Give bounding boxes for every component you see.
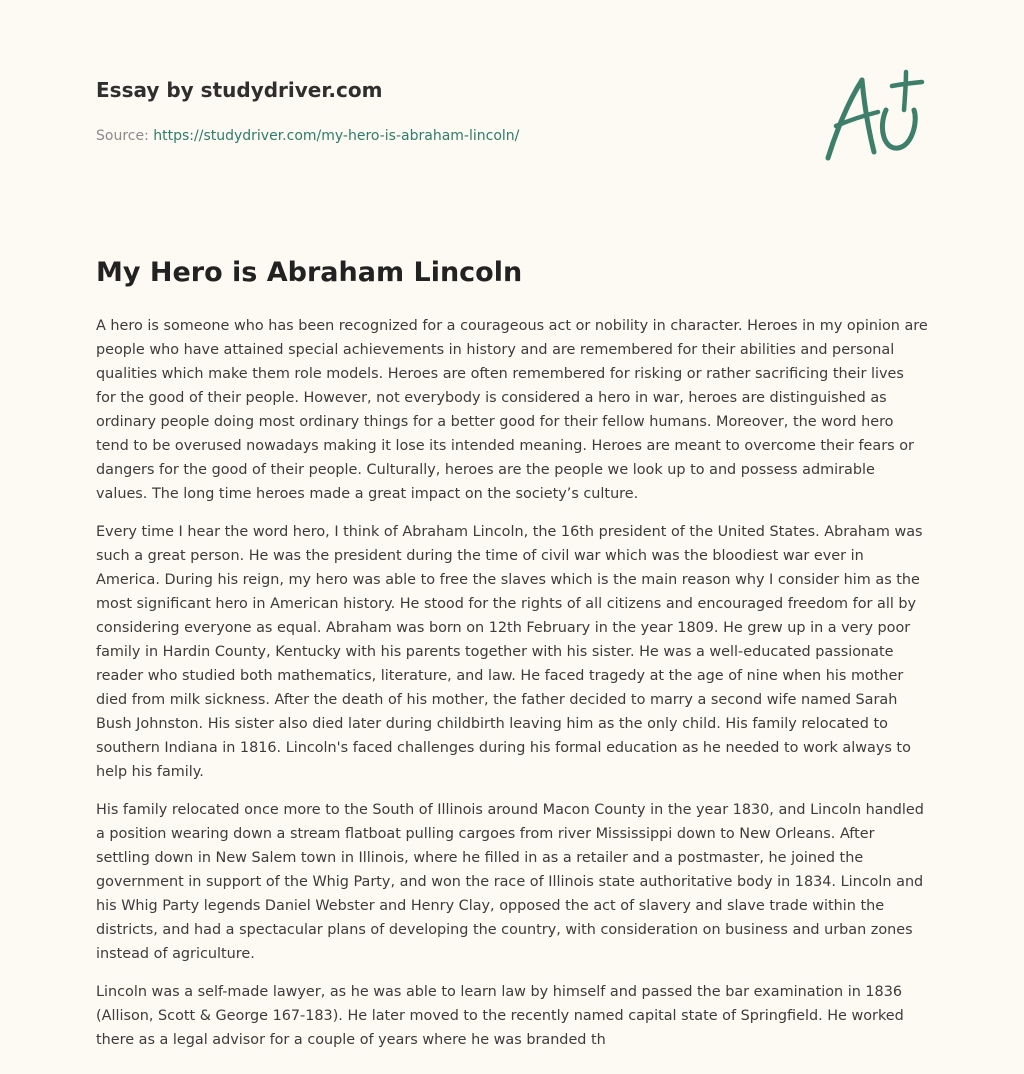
- essay-paragraph-1: A hero is someone who has been recognized for a courageous act or nobility in character. Heroes in my opinion are people who have attained special achievements in history and are remembered for their abilities and personal qualities which make them role models. Heroes are often remembered for risking or rather sacrificing their lives for the good of their people. However, not everybody is considered a hero in war, heroes are distinguished as ordinary people doing most ordinary things for a better good for their fellow humans. Moreover, the word hero tend to be overused nowadays making it lose its intended meaning. Heroes are meant to overcome their fears or dangers for the good of their people. Culturally, heroes are the people we look up to and possess admirable values. The long time heroes made a great impact on the society’s culture.: [96, 318, 928, 502]
- site-brand: Essay by studydriver.com: [96, 78, 383, 102]
- a-plus-logo-icon: [822, 66, 926, 166]
- essay-paragraph-4: Lincoln was a self-made lawyer, as he was able to learn law by himself and passed the bar examination in 1836 (Allison, Scott & George 167-183). He later moved to the recently named capital state of Springfield. He worked there as a legal advisor for a couple of years where he was branded th: [96, 984, 904, 1048]
- source-line: [96, 126, 696, 146]
- source-link[interactable]: https://studydriver.com/my-hero-is-abraham-lincoln/: [153, 128, 520, 144]
- essay-title: My Hero is Abraham Lincoln: [96, 257, 523, 288]
- source-label: Source:: [96, 128, 154, 144]
- essay-body: [96, 314, 928, 1066]
- essay-header: [96, 76, 696, 146]
- essay-paragraph-2: Every time I hear the word hero, I think of Abraham Lincoln, the 16th president of the United States. Abraham was such a great person. He was the president during the time of civil war which was the bloodiest war ever in America. During his reign, my hero was able to free the slaves which is the main reason why I consider him as the most significant hero in American history. He stood for the rights of all citizens and encouraged freedom for all by considering everyone as equal. Abraham was born on 12th February in the year 1809. He grew up in a very poor family in Hardin County, Kentucky with his parents together with his sister. He was a well-educated passionate reader who studied both mathematics, literature, and law. He faced tragedy at the age of nine when his mother died from milk sickness. After the death of his mother, the father decided to marry a second wife named Sarah Bush Johnston. His sister also died later during childbirth leaving him as the only child. His family relocated to southern Indiana in 1816. Lincoln's faced challenges during his formal education as he needed to work always to help his family.: [96, 524, 923, 780]
- essay-paragraph-3: His family relocated once more to the South of Illinois around Macon County in the year 1830, and Lincoln handled a position wearing down a stream flatboat pulling cargoes from river Mississippi down to New Orleans. After settling down in New Salem town in Illinois, where he filled in as a retailer and a postmaster, he joined the government in support of the Whig Party, and won the race of Illinois state authoritative body in 1834. Lincoln and his Whig Party legends Daniel Webster and Henry Clay, opposed the act of slavery and slave trade within the districts, and had a spectacular plans of developing the country, with consideration on business and urban zones instead of agriculture.: [96, 802, 924, 962]
